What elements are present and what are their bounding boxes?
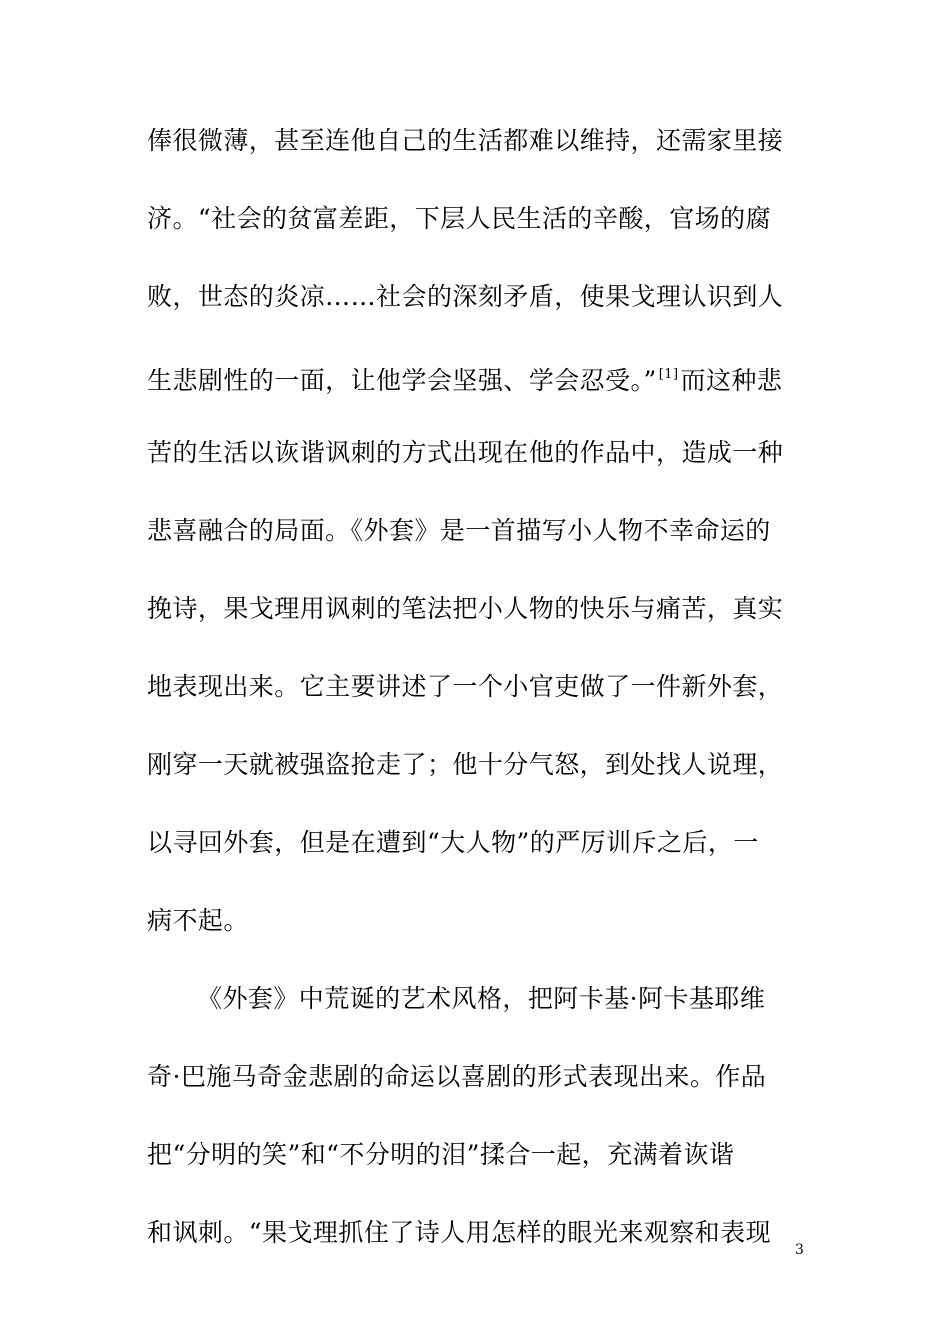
continued-text: 而这种悲 bbox=[680, 366, 783, 395]
quoted-text: 生悲剧性的一面，让他学会坚强、学会忍受。” bbox=[147, 366, 657, 395]
text-line-10: 以寻回外套，但是在遭到“大人物”的严厉训斥之后，一 bbox=[147, 828, 759, 857]
text-line-13: 奇·巴施马奇金悲剧的命运以喜剧的形式表现出来。作品 bbox=[147, 1062, 767, 1091]
text-line-6: 悲喜融合的局面。《外套》是一首描写小人物不幸命运的 bbox=[147, 516, 771, 545]
text-line-7: 挽诗，果戈理用讽刺的笔法把小人物的快乐与痛苦，真实 bbox=[147, 594, 784, 623]
paragraph-start-line: 《外套》中荒诞的艺术风格，把阿卡基·阿卡基耶维 bbox=[197, 984, 766, 1013]
text-line-15: 和讽刺。“果戈理抓住了诗人用怎样的眼光来观察和表现 bbox=[147, 1218, 772, 1247]
text-line-3: 败，世态的炎凉……社会的深刻矛盾，使果戈理认识到人 bbox=[147, 282, 784, 311]
text-line-4 bbox=[147, 360, 807, 396]
text-line-9: 刚穿一天就被强盗抢走了；他十分气怒，到处找人说理， bbox=[147, 750, 784, 779]
text-line-11: 病不起。 bbox=[147, 906, 249, 935]
page-number: 3 bbox=[795, 1242, 804, 1258]
text-line-8: 地表现出来。它主要讲述了一个小官吏做了一件新外套， bbox=[147, 672, 784, 701]
text-line-14: 把“分明的笑”和“不分明的泪”揉合一起，充满着诙谐 bbox=[147, 1140, 735, 1169]
text-line-1: 俸很微薄，甚至连他自己的生活都难以维持，还需家里接 bbox=[147, 126, 784, 155]
text-line-2: 济。“社会的贫富差距，下层人民生活的辛酸，官场的腐 bbox=[147, 204, 772, 233]
footnote-reference[interactable]: [1] bbox=[658, 367, 679, 382]
text-line-5: 苦的生活以诙谐讽刺的方式出现在他的作品中，造成一种 bbox=[147, 438, 784, 467]
